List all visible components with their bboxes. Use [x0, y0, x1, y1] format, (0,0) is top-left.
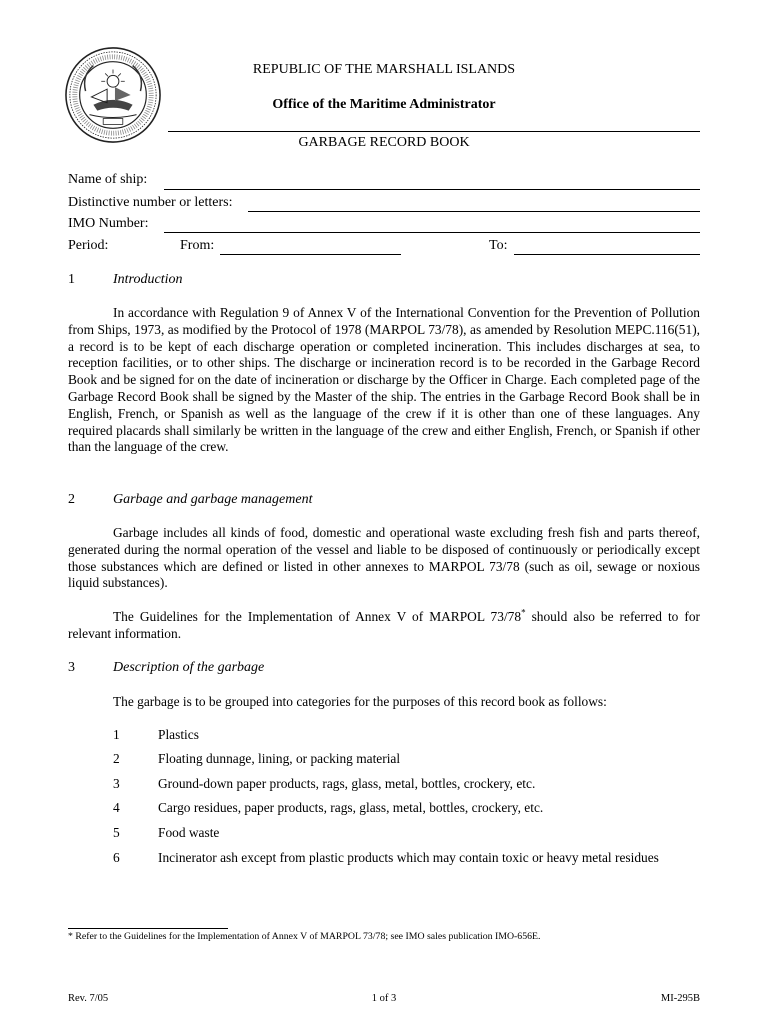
- distinctive-number-label: Distinctive number or letters:: [68, 195, 233, 210]
- list-item: 6 Incinerator ash except from plastic products which may contain toxic or heavy metal residues: [113, 850, 659, 865]
- distinctive-number-field[interactable]: [248, 211, 700, 212]
- list-item: 5 Food waste: [113, 825, 220, 840]
- guidelines-paragraph: The Guidelines for the Implementation of Annex V of MARPOL 73/78* should also be referred to for relevant information.: [68, 607, 700, 641]
- section-title: Description of the garbage: [113, 660, 265, 675]
- header-divider: [168, 131, 700, 132]
- form-code: MI-295B: [660, 993, 700, 1004]
- list-item: 2 Floating dunnage, lining, or packing material: [113, 751, 401, 766]
- period-to-field[interactable]: [514, 254, 700, 255]
- section-heading: [68, 492, 668, 508]
- imo-number-label: IMO Number:: [68, 216, 149, 231]
- imo-number-field[interactable]: [164, 232, 700, 233]
- section-title: Introduction: [113, 272, 183, 287]
- page-number: 1 of 3: [371, 993, 397, 1004]
- introduction-paragraph: In accordance with Regulation 9 of Annex V of the International Convention for the Prevention of Pollution from Ships, 1973, as modified by the Protocol of 1978 (MARPOL 73/78), as amended by Resolution MEPC.116(51), a record is to be kept of each discharge operation or completed incineration. This includes discharges at sea, to reception facilities, or to other ships. The discharge or incineration record is to be recorded in the Garbage Record Book and be signed for on the date of incineration or discharge by the Officer in Charge. Each completed page of the Garbage Record Book shall be signed by the Master of the ship. The entries in the Garbage Record Book shall be in English, French, or Spanish as well as the language of the crew if it is other than one of these languages. Any required placards shall similarly be written in the language of the crew and either English, French, or Spanish if other than the language of the crew.: [68, 305, 700, 455]
- country-heading: REPUBLIC OF THE MARSHALL ISLANDS: [252, 62, 516, 77]
- document-title: GARBAGE RECORD BOOK: [298, 135, 470, 150]
- period-from-label: From:: [180, 238, 215, 253]
- garbage-definition-paragraph: Garbage includes all kinds of food, domestic and operational waste excluding fresh fish and parts thereof, generated during the normal operation of the vessel and liable to be disposed of continuously or periodically except those substances which are defined or listed in other annexes to MARPOL 73/78 (such as oil, sewage or noxious liquid substances).: [68, 525, 700, 591]
- revision-label: Rev. 7/05: [68, 993, 109, 1004]
- section-title: Garbage and garbage management: [113, 492, 313, 507]
- period-to-label: To:: [489, 238, 508, 253]
- list-item: 1 Plastics: [113, 727, 199, 742]
- name-of-ship-field[interactable]: [164, 189, 700, 190]
- name-of-ship-label: Name of ship:: [68, 172, 148, 187]
- footnote-divider: [68, 928, 228, 929]
- period-from-field[interactable]: [220, 254, 401, 255]
- section-heading: [68, 660, 668, 676]
- footnote-marker[interactable]: *: [521, 607, 526, 618]
- period-label: Period:: [68, 238, 109, 253]
- categories-intro: The garbage is to be grouped into categories for the purposes of this record book as follows:: [113, 694, 607, 709]
- marshall-islands-seal-icon: [64, 46, 162, 144]
- section-number: 3: [68, 660, 75, 675]
- section-heading: [68, 272, 668, 288]
- footnote: * Refer to the Guidelines for the Implementation of Annex V of MARPOL 73/78; see IMO sales publication IMO-656E.: [68, 931, 541, 942]
- list-item: 4 Cargo residues, paper products, rags, glass, metal, bottles, crockery, etc.: [113, 800, 544, 815]
- section-number: 1: [68, 272, 75, 287]
- section-number: 2: [68, 492, 75, 507]
- list-item: 3 Ground-down paper products, rags, glass, metal, bottles, crockery, etc.: [113, 776, 536, 791]
- office-heading: Office of the Maritime Administrator: [272, 97, 496, 112]
